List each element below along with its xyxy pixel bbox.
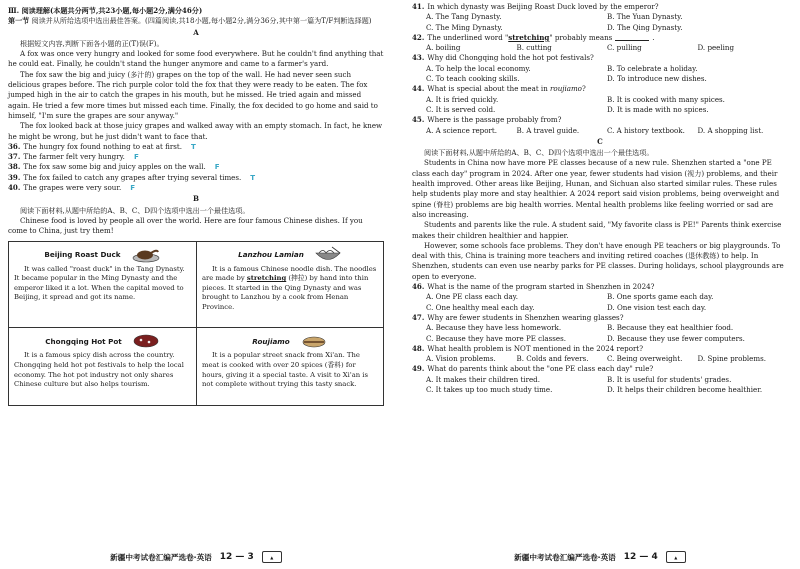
dish-card (9, 327, 196, 404)
question: 45. Where is the passage probably from? A. A science report. B. A travel guide. C. A history textbook. D. A shopping list. (412, 115, 764, 135)
dish-card (9, 242, 196, 328)
question: 43. Why did Chongqing hold the hot pot festivals? A. To help the local economy. B. To celebrate a holiday. C. To teach cooking skills. D. To introduce new dishes. (412, 53, 707, 84)
passage-a-instruction: 根据短文内容,判断下面各小题的正(T)误(F)。 (20, 38, 164, 48)
tf-question: 36. The hungry fox found nothing to eat at first. T (8, 141, 196, 151)
section-title: Ⅲ. 阅读理解(本题共分两节,共23小题,每小题2分,满分46分) (8, 6, 203, 15)
tf-question: 40. The grapes were very sour. F (8, 183, 136, 193)
dish-text: It is a famous Chinese noodle dish. The noodles are made by stretching (抻拉) by hand into thin pieces. It started in the Qing Dynasty and was brought to Lanzhou by a cook from Henan Province. (202, 264, 377, 311)
part1-instruction: 第一节 阅读并从所给选项中选出最佳答案。(四篇阅读,共18小题,每小题2分,满分36分,其中第一篇为T/F判断选择题) (8, 16, 372, 26)
answer-mark: T (190, 141, 196, 151)
roujiamo-icon (300, 333, 328, 349)
roast-duck-icon (131, 247, 161, 263)
passage-c-letter: C (597, 136, 603, 146)
tf-question: 38. The fox saw some big and juicy apples on the wall. F (8, 162, 220, 172)
left-footer (0, 551, 392, 563)
right-footer (404, 551, 796, 563)
logo-icon: ▲ (666, 551, 686, 563)
passage-c-paragraph: Students in China now have more PE classes because of a new rule. Shenzhen started a "one PE class each day" program in 2024. After one year, fewer students had vision (视力) problems, and their health improved. Other areas like Beijing, Hunan, and Sichuan also started similar rules. These rules help students play more and stay healthier. A 2024 report said vision problems, being overweight and spine (脊柱) problems are big health worries. Mental health problems like feeling worried or sad are also increasing. (412, 158, 780, 219)
answer-blank (615, 33, 649, 41)
passage-b-intro: Chinese food is loved by people all over the world. Here are four famous Chinese dishes. If you come to China, just try them! (8, 215, 363, 236)
answer-mark: F (130, 183, 136, 193)
passage-a-paragraph: The fox saw the big and juicy (多汁的) grapes on the top of the wall. He had never seen such delicious grapes before. The rich purple color told the fox that they were ready to be eaten. The fox jumped high in the air to catch the grapes in his mouth, but he missed. He tried again and missed again. He tried a few more times but missed each time. Finally, the fox decided to go home and said to himself, "I'm sure the grapes are sour anyway." (8, 69, 378, 120)
dish-text: It is a famous spicy dish across the country. Chongqing held hot pot festivals to help the local economy. The hot pot industry not only shares Chinese culture but also helps tourism. (14, 351, 184, 389)
dish-card (196, 327, 383, 404)
question: 49. What do parents think about the "one PE class each day" rule? A. It makes their children tired. B. It is useful for students' grades. C. It takes up too much study time. D. It helps their children become healthier. (412, 364, 763, 394)
noodle-bowl-icon (314, 246, 342, 264)
question: 44. What is special about the meat in roujiamo? A. It is fried quickly. B. It is cooked with many spices. C. It is served cold. D. It is made with no spices. (412, 84, 725, 114)
tf-question: 37. The farmer felt very hungry. F (8, 152, 139, 162)
answer-mark: F (214, 162, 220, 172)
dish-text: It was called "roast duck" in the Tang Dynasty. It became popular in the Ming Dynasty and the emperor liked it a lot. When the capital moved to Beijing, it spread and got its name. (14, 264, 185, 302)
left-page (0, 0, 392, 569)
tf-question: 39. The fox failed to catch any grapes after trying several times. T (8, 172, 256, 182)
passage-a-letter: A (193, 27, 199, 37)
logo-icon: ▲ (262, 551, 282, 563)
footer-title: 新疆中考试卷汇编严选卷·英语 (514, 552, 616, 562)
passage-b-letter: B (193, 194, 199, 204)
dish-title: Lanzhou Lamian (238, 250, 304, 260)
tf-questions (8, 142, 384, 193)
question: 46. What is the name of the program started in Shenzhen in 2024? A. One PE class each day. B. One sports game each day. C. One healthy meal each day. D. One vision test each day. (412, 282, 714, 312)
passage-c-paragraph: However, some schools face problems. They don't have enough PE teachers or big playgrounds. To deal with this, China is training more teachers and inviting retired coaches (退休教练) to help. In Shenzhen, students can even use nearby parks for PE classes. During holidays, school playgrounds are open to everyone. (412, 240, 784, 281)
right-page (404, 0, 796, 569)
passage-a-paragraph: The fox looked back at those juicy grapes and walked away with an empty stomach. In fact, he knew he might be wrong, but he just didn't want to face that. (8, 121, 383, 141)
dish-title: Roujiamo (252, 336, 290, 346)
footer-title: 新疆中考试卷汇编严选卷·英语 (110, 552, 212, 562)
dishes-box (8, 241, 384, 406)
dish-title: Beijing Roast Duck (44, 250, 121, 260)
hot-pot-icon (132, 333, 160, 349)
question: 48. What health problem is NOT mentioned in the 2024 report? A. Vision problems. B. Colds and fevers. C. Being overweight. D. Spine problems. (412, 343, 766, 364)
page-number: 12 — 3 (219, 552, 254, 562)
passage-b-instruction: 阅读下面材料,从题中所给的A、B、C、D四个选项中选出一个最佳选项。 (20, 205, 250, 215)
passage-c-instruction: 阅读下面材料,从题中所给的A、B、C、D四个选项中选出一个最佳选项。 (424, 148, 654, 158)
answer-mark: F (133, 152, 139, 162)
dish-title: Chongqing Hot Pot (45, 336, 122, 346)
question: 42. The underlined word "stretching" probably means . A. boiling B. cutting C. pulling D. peeling (412, 32, 735, 53)
passage-a-paragraph: A fox was once very hungry and looked for some food everywhere. But he couldn't find anything that he could eat. Finally, he couldn't stand the hunger anymore and came to a farmer's yard. (8, 49, 384, 69)
question: 47. Why are fewer students in Shenzhen wearing glasses? A. Because they have less homework. B. Because they eat healthier food. C. Because they have more PE classes. D. Because they use fewer computers. (412, 312, 745, 343)
dish-text: It is a popular street snack from Xi'an. The meat is cooked with over 20 spices (香料) for hours, giving it a special taste. A visit to Xi'an is not complete without trying this tasty snack. (202, 351, 368, 389)
passage-c-paragraph: Students and parents like the rule. A student said, "My favorite class is PE!" Parents think exercise makes their children healthier and happier. (412, 220, 782, 240)
answer-mark: T (250, 172, 256, 182)
question: 41. In which dynasty was Beijing Roast Duck loved by the emperor? A. The Tang Dynasty. B. The Yuan Dynasty. C. The Ming Dynasty. D. The Qing Dynasty. (412, 2, 683, 32)
page-number: 12 — 4 (623, 552, 658, 562)
dish-card (196, 242, 383, 328)
